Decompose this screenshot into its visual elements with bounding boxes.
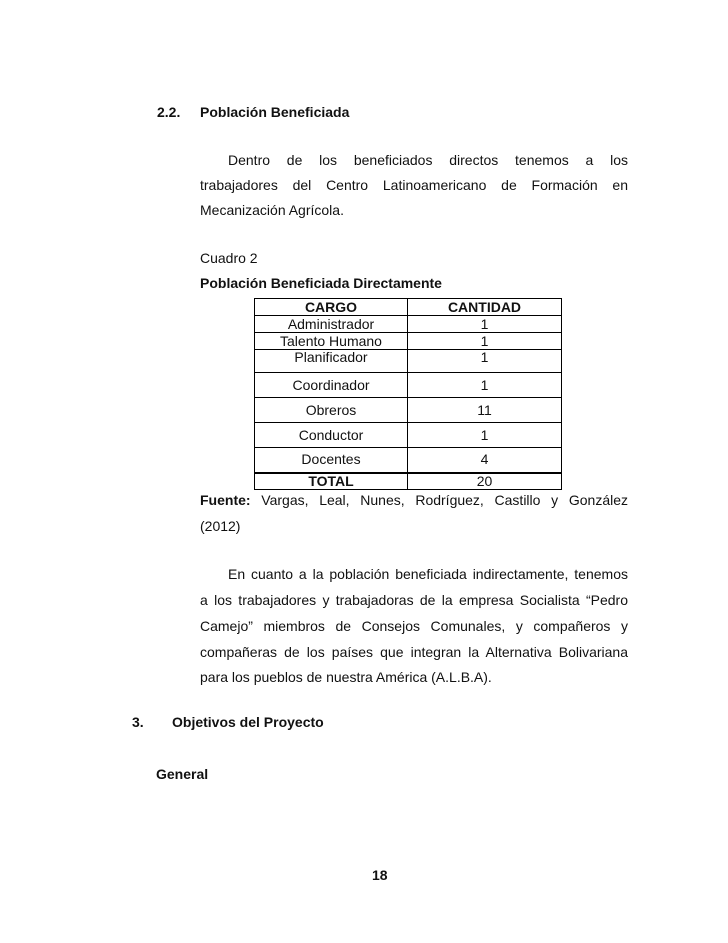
table-cell: Talento Humano	[255, 333, 408, 350]
section-number: 3.	[132, 714, 144, 730]
page-number: 18	[372, 867, 388, 883]
source-label: Fuente:	[200, 492, 251, 508]
table-cell: Docentes	[255, 448, 408, 473]
paragraph-line: compañeras de los países que integran la Alternativa Bolivariana	[200, 644, 628, 660]
table-cell: Conductor	[255, 423, 408, 448]
table-cell: Planificador	[255, 350, 408, 373]
table-cell: 1	[408, 316, 562, 333]
paragraph-line: a los trabajadores y trabajadoras de la empresa Socialista “Pedro	[200, 592, 628, 608]
table-total-row	[255, 473, 562, 490]
table-cell: 1	[408, 350, 562, 373]
table-cell: Coordinador	[255, 373, 408, 398]
table-row	[255, 373, 562, 398]
table-cell: 1	[408, 373, 562, 398]
paragraph-line: Dentro de los beneficiados directos tenemos a los	[228, 152, 628, 168]
table-cell: Obreros	[255, 398, 408, 423]
table-row	[255, 350, 562, 373]
table-row	[255, 398, 562, 423]
source-note	[200, 492, 628, 508]
table-cell: Administrador	[255, 316, 408, 333]
section-title: Población Beneficiada	[200, 104, 350, 120]
table-cell: 11	[408, 398, 562, 423]
table-row	[255, 316, 562, 333]
source-year: (2012)	[200, 518, 241, 534]
table-total-label: TOTAL	[255, 473, 408, 490]
source-text: Vargas, Leal, Nunes, Rodríguez, Castillo y González	[261, 492, 629, 508]
beneficiaries-table	[254, 298, 562, 490]
table-row	[255, 333, 562, 350]
table-caption-title: Población Beneficiada Directamente	[200, 275, 442, 291]
paragraph-line: En cuanto a la población beneficiada indirectamente, tenemos	[228, 566, 628, 582]
table-header-row	[255, 299, 562, 316]
paragraph-line: trabajadores del Centro Latinoamericano de Formación en	[200, 177, 628, 193]
table-row	[255, 423, 562, 448]
table-cell: 1	[408, 423, 562, 448]
section-title: Objetivos del Proyecto	[172, 714, 324, 730]
paragraph-line: Mecanización Agrícola.	[200, 202, 344, 218]
table-total-value: 20	[408, 473, 562, 490]
table-row	[255, 448, 562, 473]
table-caption-label: Cuadro 2	[200, 250, 258, 266]
table-header-cell: CARGO	[255, 299, 408, 316]
section-number: 2.2.	[157, 104, 181, 120]
table-header-cell: CANTIDAD	[408, 299, 562, 316]
paragraph-line: Camejo” miembros de Consejos Comunales, y compañeros y	[200, 618, 628, 634]
paragraph-line: para los pueblos de nuestra América (A.L.B.A).	[200, 669, 492, 685]
table-cell: 1	[408, 333, 562, 350]
table-cell: 4	[408, 448, 562, 473]
subheading: General	[156, 766, 209, 782]
